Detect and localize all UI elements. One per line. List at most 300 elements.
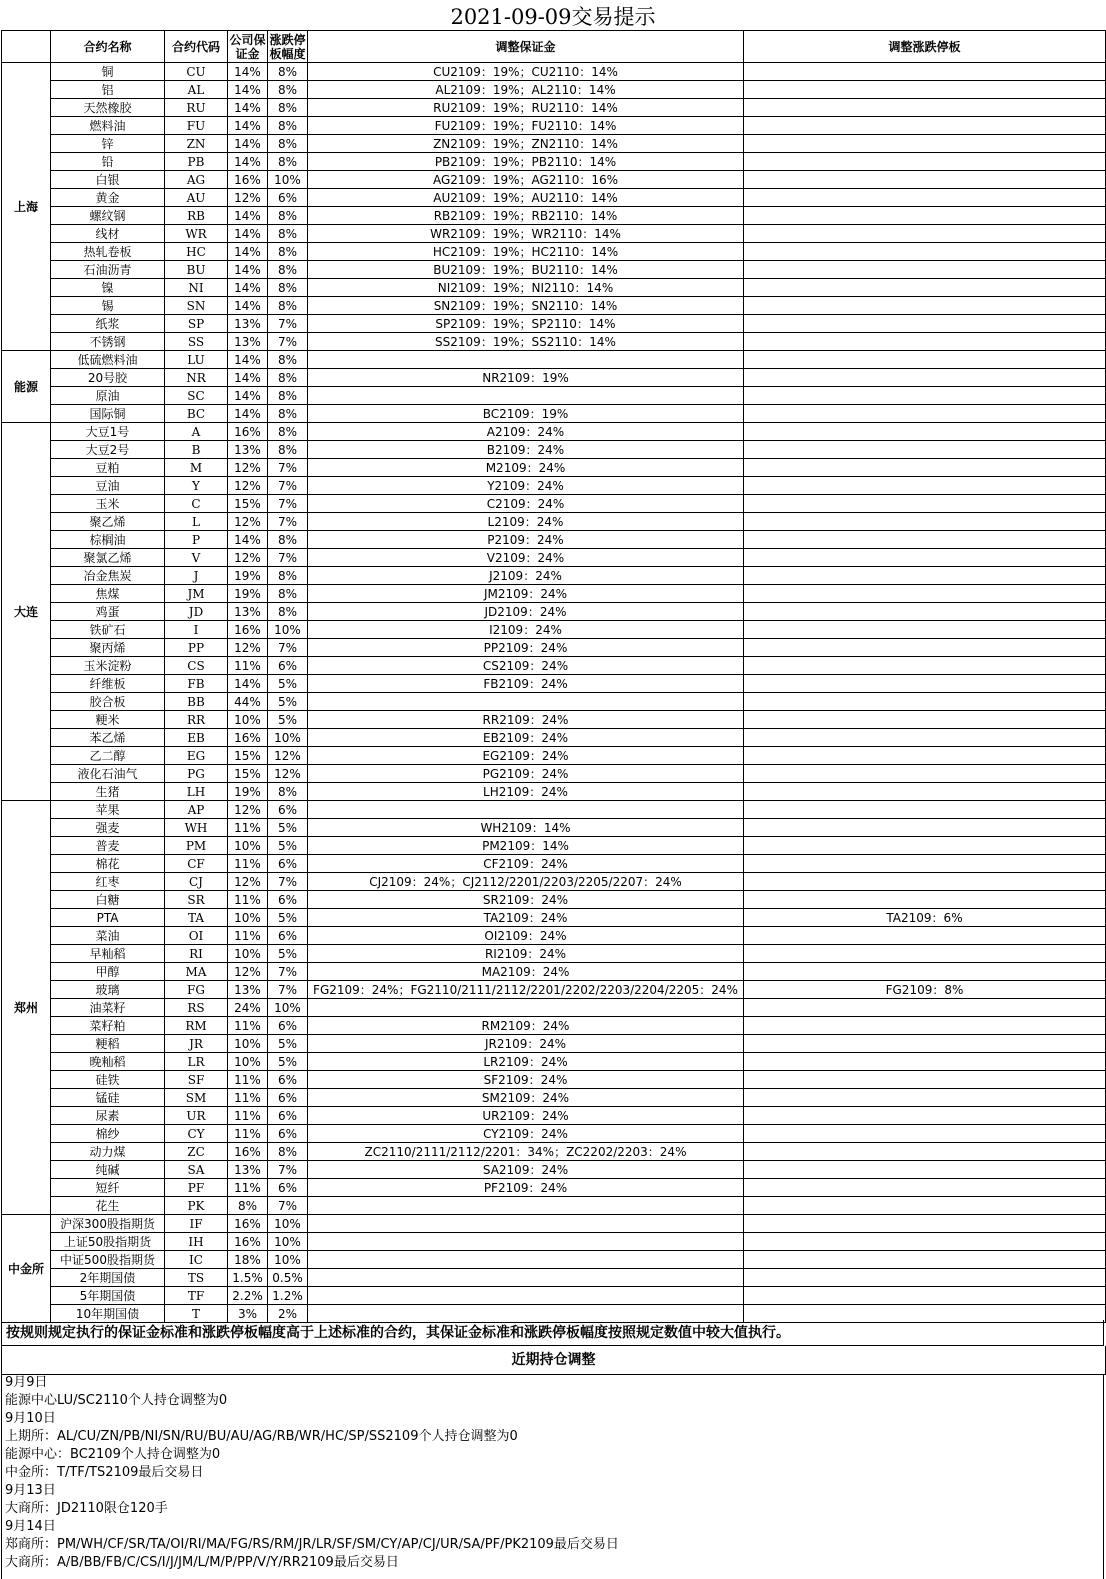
cell-contract-name: 玻璃: [51, 981, 165, 999]
cell-adjusted-limit: [744, 1017, 1106, 1035]
cell-contract-code: CJ: [165, 873, 228, 891]
cell-contract-name: 白银: [51, 171, 165, 189]
cell-adjusted-limit: [744, 1197, 1106, 1215]
cell-company-margin: 11%: [228, 1179, 268, 1197]
cell-limit-range: 6%: [268, 1125, 308, 1143]
cell-adjusted-margin: WH2109：14%: [308, 819, 744, 837]
cell-adjusted-margin: CU2109：19%；CU2110：14%: [308, 63, 744, 81]
table-row: [2, 675, 1106, 693]
position-adjust-line: 能源中心：BC2109个人持仓调整为0: [5, 1447, 221, 1462]
table-row: [2, 1197, 1106, 1215]
cell-contract-code: LU: [165, 351, 228, 369]
table-row: [2, 495, 1106, 513]
cell-contract-code: SP: [165, 315, 228, 333]
cell-adjusted-margin: SM2109：24%: [308, 1089, 744, 1107]
cell-company-margin: 16%: [228, 1233, 268, 1251]
cell-company-margin: 19%: [228, 783, 268, 801]
cell-company-margin: 11%: [228, 855, 268, 873]
cell-adjusted-margin: CJ2109：24%；CJ2112/2201/2203/2205/2207：24%: [308, 873, 744, 891]
table-row: [2, 909, 1106, 927]
cell-adjusted-margin: V2109：24%: [308, 549, 744, 567]
cell-adjusted-margin: CS2109：24%: [308, 657, 744, 675]
cell-limit-range: 10%: [268, 1215, 308, 1233]
cell-adjusted-limit: [744, 603, 1106, 621]
cell-limit-range: 7%: [268, 639, 308, 657]
table-row: [2, 99, 1106, 117]
table-row: [2, 945, 1106, 963]
cell-adjusted-margin: UR2109：24%: [308, 1107, 744, 1125]
cell-company-margin: 13%: [228, 333, 268, 351]
cell-limit-range: 8%: [268, 1143, 308, 1161]
cell-limit-range: 7%: [268, 1197, 308, 1215]
table-row: [2, 153, 1106, 171]
cell-limit-range: 5%: [268, 1053, 308, 1071]
cell-contract-code: V: [165, 549, 228, 567]
cell-contract-name: 苯乙烯: [51, 729, 165, 747]
table-row: [2, 531, 1106, 549]
cell-company-margin: 16%: [228, 1143, 268, 1161]
cell-company-margin: 16%: [228, 423, 268, 441]
cell-adjusted-margin: AU2109：19%；AU2110：14%: [308, 189, 744, 207]
cell-company-margin: 12%: [228, 189, 268, 207]
cell-contract-code: C: [165, 495, 228, 513]
cell-company-margin: 16%: [228, 729, 268, 747]
cell-contract-code: FG: [165, 981, 228, 999]
cell-limit-range: 5%: [268, 1035, 308, 1053]
cell-adjusted-limit: [744, 297, 1106, 315]
table-row: [2, 747, 1106, 765]
cell-contract-name: 油菜籽: [51, 999, 165, 1017]
cell-company-margin: 8%: [228, 1197, 268, 1215]
cell-company-margin: 14%: [228, 297, 268, 315]
cell-company-margin: 14%: [228, 117, 268, 135]
header-contract-code: 合约代码: [165, 31, 228, 63]
cell-contract-name: 短纤: [51, 1179, 165, 1197]
cell-limit-range: 5%: [268, 675, 308, 693]
cell-adjusted-limit: [744, 99, 1106, 117]
cell-contract-name: 聚丙烯: [51, 639, 165, 657]
cell-limit-range: 8%: [268, 261, 308, 279]
cell-adjusted-margin: BU2109：19%；BU2110：14%: [308, 261, 744, 279]
cell-adjusted-margin: [308, 387, 744, 405]
cell-adjusted-limit: [744, 963, 1106, 981]
cell-company-margin: 14%: [228, 81, 268, 99]
cell-adjusted-margin: RB2109：19%；RB2110：14%: [308, 207, 744, 225]
header-adjusted-margin: 调整保证金: [308, 31, 744, 63]
cell-limit-range: 7%: [268, 459, 308, 477]
cell-contract-name: 晚籼稻: [51, 1053, 165, 1071]
table-row: [2, 1035, 1106, 1053]
cell-adjusted-limit: [744, 315, 1106, 333]
table-row: [2, 711, 1106, 729]
cell-company-margin: 10%: [228, 1035, 268, 1053]
cell-company-margin: 11%: [228, 1125, 268, 1143]
cell-contract-code: NI: [165, 279, 228, 297]
cell-limit-range: 10%: [268, 729, 308, 747]
cell-limit-range: 0.5%: [268, 1269, 308, 1287]
cell-limit-range: 8%: [268, 81, 308, 99]
cell-adjusted-margin: OI2109：24%: [308, 927, 744, 945]
table-row: [2, 1053, 1106, 1071]
cell-company-margin: 12%: [228, 963, 268, 981]
cell-limit-range: 8%: [268, 405, 308, 423]
cell-contract-name: 镍: [51, 279, 165, 297]
table-row: [2, 279, 1106, 297]
table-row: [2, 135, 1106, 153]
cell-contract-code: SS: [165, 333, 228, 351]
cell-contract-name: 10年期国债: [51, 1305, 165, 1323]
header-company-margin: 公司保证金: [229, 32, 266, 61]
cell-contract-code: AL: [165, 81, 228, 99]
table-row: [2, 891, 1106, 909]
cell-contract-code: RS: [165, 999, 228, 1017]
cell-contract-code: LR: [165, 1053, 228, 1071]
table-row: [2, 513, 1106, 531]
cell-contract-name: 尿素: [51, 1107, 165, 1125]
cell-adjusted-limit: [744, 1143, 1106, 1161]
table-row: [2, 1269, 1106, 1287]
cell-contract-code: OI: [165, 927, 228, 945]
cell-company-margin: 14%: [228, 243, 268, 261]
cell-contract-name: 豆粕: [51, 459, 165, 477]
cell-company-margin: 15%: [228, 747, 268, 765]
cell-contract-code: BU: [165, 261, 228, 279]
cell-limit-range: 8%: [268, 567, 308, 585]
cell-contract-code: EB: [165, 729, 228, 747]
cell-contract-name: 中证500股指期货: [51, 1251, 165, 1269]
cell-company-margin: 16%: [228, 1215, 268, 1233]
table-row: [2, 315, 1106, 333]
position-adjust-line: 郑商所：PM/WH/CF/SR/TA/OI/RI/MA/FG/RS/RM/JR/LR/SF/SM/CY/AP/CJ/UR/SA/PF/PK2109最后交易日: [5, 1537, 619, 1552]
cell-company-margin: 11%: [228, 1017, 268, 1035]
cell-adjusted-limit: [744, 693, 1106, 711]
cell-contract-name: 豆油: [51, 477, 165, 495]
position-adjust-line: 大商所：A/B/BB/FB/C/CS/I/J/JM/L/M/P/PP/V/Y/RR2109最后交易日: [5, 1555, 399, 1570]
cell-contract-code: PM: [165, 837, 228, 855]
cell-adjusted-margin: RU2109：19%；RU2110：14%: [308, 99, 744, 117]
cell-contract-code: EG: [165, 747, 228, 765]
cell-adjusted-margin: SS2109：19%；SS2110：14%: [308, 333, 744, 351]
cell-contract-name: 液化石油气: [51, 765, 165, 783]
cell-limit-range: 8%: [268, 135, 308, 153]
cell-adjusted-limit: [744, 387, 1106, 405]
cell-adjusted-limit: [744, 927, 1106, 945]
cell-adjusted-limit: [744, 729, 1106, 747]
cell-contract-code: RR: [165, 711, 228, 729]
cell-contract-name: 棉花: [51, 855, 165, 873]
table-row: [2, 459, 1106, 477]
cell-company-margin: 10%: [228, 909, 268, 927]
table-row: [2, 549, 1106, 567]
cell-company-margin: 2.2%: [228, 1287, 268, 1305]
cell-contract-code: Y: [165, 477, 228, 495]
table-row: [2, 801, 1106, 819]
cell-adjusted-limit: [744, 1179, 1106, 1197]
cell-contract-code: M: [165, 459, 228, 477]
exchange-name: 能源: [2, 351, 51, 423]
cell-company-margin: 19%: [228, 567, 268, 585]
cell-limit-range: 7%: [268, 333, 308, 351]
header-adjusted-limit: 调整涨跌停板: [744, 31, 1106, 63]
cell-contract-code: PG: [165, 765, 228, 783]
cell-adjusted-margin: PB2109：19%；PB2110：14%: [308, 153, 744, 171]
cell-adjusted-limit: [744, 189, 1106, 207]
cell-adjusted-margin: [308, 1251, 744, 1269]
cell-contract-name: 20号胶: [51, 369, 165, 387]
cell-company-margin: 14%: [228, 405, 268, 423]
cell-company-margin: 12%: [228, 459, 268, 477]
table-row: [2, 405, 1106, 423]
cell-adjusted-margin: EG2109：24%: [308, 747, 744, 765]
cell-contract-name: 5年期国债: [51, 1287, 165, 1305]
table-row: [2, 567, 1106, 585]
cell-contract-name: 玉米淀粉: [51, 657, 165, 675]
cell-adjusted-limit: [744, 1269, 1106, 1287]
cell-adjusted-limit: [744, 171, 1106, 189]
cell-contract-name: 白糖: [51, 891, 165, 909]
cell-contract-name: 锌: [51, 135, 165, 153]
cell-adjusted-margin: PP2109：24%: [308, 639, 744, 657]
cell-limit-range: 6%: [268, 1107, 308, 1125]
cell-adjusted-margin: AG2109：19%；AG2110：16%: [308, 171, 744, 189]
cell-company-margin: 16%: [228, 621, 268, 639]
cell-contract-name: 黄金: [51, 189, 165, 207]
table-row: [2, 369, 1106, 387]
table-row: [2, 477, 1106, 495]
cell-adjusted-margin: TA2109：24%: [308, 909, 744, 927]
cell-adjusted-limit: [744, 369, 1106, 387]
cell-adjusted-margin: SF2109：24%: [308, 1071, 744, 1089]
cell-limit-range: 6%: [268, 1017, 308, 1035]
cell-contract-code: JM: [165, 585, 228, 603]
cell-contract-code: TF: [165, 1287, 228, 1305]
table-row: [2, 423, 1106, 441]
cell-contract-code: BB: [165, 693, 228, 711]
cell-adjusted-limit: [744, 531, 1106, 549]
cell-limit-range: 6%: [268, 1179, 308, 1197]
cell-adjusted-limit: [744, 1215, 1106, 1233]
cell-adjusted-margin: B2109：24%: [308, 441, 744, 459]
cell-contract-code: SC: [165, 387, 228, 405]
cell-contract-code: HC: [165, 243, 228, 261]
cell-limit-range: 10%: [268, 999, 308, 1017]
cell-adjusted-limit: [744, 441, 1106, 459]
cell-adjusted-limit: [744, 891, 1106, 909]
cell-company-margin: 14%: [228, 153, 268, 171]
table-row: [2, 927, 1106, 945]
cell-adjusted-limit: [744, 423, 1106, 441]
cell-contract-code: RU: [165, 99, 228, 117]
cell-adjusted-limit: [744, 351, 1106, 369]
cell-company-margin: 13%: [228, 603, 268, 621]
cell-limit-range: 6%: [268, 801, 308, 819]
cell-limit-range: 2%: [268, 1305, 308, 1323]
table-row: [2, 387, 1106, 405]
cell-adjusted-margin: LH2109：24%: [308, 783, 744, 801]
cell-contract-code: PF: [165, 1179, 228, 1197]
cell-adjusted-limit: [744, 477, 1106, 495]
cell-contract-name: 甲醇: [51, 963, 165, 981]
cell-limit-range: 7%: [268, 513, 308, 531]
cell-contract-code: SF: [165, 1071, 228, 1089]
header-contract-name: 合约名称: [51, 31, 165, 63]
cell-company-margin: 44%: [228, 693, 268, 711]
cell-limit-range: 8%: [268, 423, 308, 441]
cell-adjusted-limit: [744, 81, 1106, 99]
cell-company-margin: 12%: [228, 801, 268, 819]
table-row: [2, 261, 1106, 279]
cell-limit-range: 6%: [268, 189, 308, 207]
cell-adjusted-limit: [744, 855, 1106, 873]
cell-adjusted-margin: RI2109：24%: [308, 945, 744, 963]
cell-contract-code: FB: [165, 675, 228, 693]
cell-contract-code: SM: [165, 1089, 228, 1107]
cell-company-margin: 3%: [228, 1305, 268, 1323]
cell-adjusted-margin: NR2109：19%: [308, 369, 744, 387]
cell-contract-name: 铜: [51, 63, 165, 81]
cell-adjusted-limit: [744, 585, 1106, 603]
header-limit-range: 涨跌停板幅度: [269, 32, 306, 61]
cell-contract-code: IC: [165, 1251, 228, 1269]
cell-adjusted-margin: CF2109：24%: [308, 855, 744, 873]
cell-adjusted-margin: Y2109：24%: [308, 477, 744, 495]
cell-contract-name: 聚氯乙烯: [51, 549, 165, 567]
cell-limit-range: 5%: [268, 945, 308, 963]
cell-adjusted-margin: SN2109：19%；SN2110：14%: [308, 297, 744, 315]
cell-adjusted-limit: [744, 783, 1106, 801]
cell-adjusted-margin: JD2109：24%: [308, 603, 744, 621]
table-row: [2, 585, 1106, 603]
cell-company-margin: 14%: [228, 369, 268, 387]
cell-limit-range: 7%: [268, 1161, 308, 1179]
cell-limit-range: 10%: [268, 621, 308, 639]
cell-limit-range: 1.2%: [268, 1287, 308, 1305]
cell-limit-range: 6%: [268, 891, 308, 909]
cell-contract-name: 线材: [51, 225, 165, 243]
cell-contract-name: 红枣: [51, 873, 165, 891]
exchange-name: 中金所: [2, 1215, 51, 1323]
cell-company-margin: 14%: [228, 387, 268, 405]
cell-limit-range: 8%: [268, 585, 308, 603]
table-row: [2, 1143, 1106, 1161]
cell-limit-range: 8%: [268, 441, 308, 459]
cell-contract-name: 玉米: [51, 495, 165, 513]
table-row: [2, 81, 1106, 99]
cell-limit-range: 8%: [268, 351, 308, 369]
cell-contract-code: AG: [165, 171, 228, 189]
cell-adjusted-margin: M2109：24%: [308, 459, 744, 477]
cell-company-margin: 11%: [228, 819, 268, 837]
cell-adjusted-limit: [744, 495, 1106, 513]
exchange-name: 大连: [2, 423, 51, 801]
cell-adjusted-limit: [744, 945, 1106, 963]
cell-contract-name: 动力煤: [51, 1143, 165, 1161]
cell-contract-code: WH: [165, 819, 228, 837]
table-row: [2, 1161, 1106, 1179]
cell-limit-range: 10%: [268, 1233, 308, 1251]
cell-adjusted-margin: [308, 693, 744, 711]
cell-contract-name: 生猪: [51, 783, 165, 801]
cell-adjusted-limit: [744, 153, 1106, 171]
cell-company-margin: 24%: [228, 999, 268, 1017]
cell-adjusted-margin: [308, 351, 744, 369]
cell-contract-code: TS: [165, 1269, 228, 1287]
cell-limit-range: 5%: [268, 837, 308, 855]
cell-contract-name: 国际铜: [51, 405, 165, 423]
cell-contract-name: 硅铁: [51, 1071, 165, 1089]
cell-contract-name: 原油: [51, 387, 165, 405]
cell-limit-range: 5%: [268, 693, 308, 711]
cell-adjusted-limit: [744, 567, 1106, 585]
cell-company-margin: 15%: [228, 495, 268, 513]
position-adjust-line: 9月14日: [5, 1519, 56, 1534]
table-row: [2, 117, 1106, 135]
table-row: [2, 333, 1106, 351]
cell-contract-code: CF: [165, 855, 228, 873]
header-row: [2, 31, 1106, 63]
cell-adjusted-margin: I2109：24%: [308, 621, 744, 639]
cell-company-margin: 10%: [228, 837, 268, 855]
table-row: [2, 207, 1106, 225]
cell-adjusted-limit: [744, 999, 1106, 1017]
cell-company-margin: 10%: [228, 711, 268, 729]
cell-company-margin: 18%: [228, 1251, 268, 1269]
cell-adjusted-limit: TA2109：6%: [744, 909, 1106, 927]
cell-contract-name: 粳稻: [51, 1035, 165, 1053]
cell-contract-code: J: [165, 567, 228, 585]
cell-company-margin: 14%: [228, 225, 268, 243]
cell-company-margin: 14%: [228, 531, 268, 549]
cell-contract-name: 燃料油: [51, 117, 165, 135]
cell-limit-range: 7%: [268, 963, 308, 981]
margin-note: 按规则规定执行的保证金标准和涨跌停板幅度高于上述标准的合约，其保证金标准和涨跌停板幅度按照规定数值中较大值执行。: [1, 1320, 1104, 1346]
cell-contract-code: MA: [165, 963, 228, 981]
position-adjust-line: 9月13日: [5, 1483, 56, 1498]
cell-adjusted-margin: [308, 999, 744, 1017]
cell-adjusted-margin: P2109：24%: [308, 531, 744, 549]
cell-adjusted-margin: [308, 1215, 744, 1233]
cell-limit-range: 7%: [268, 873, 308, 891]
cell-adjusted-limit: [744, 639, 1106, 657]
cell-contract-name: 铝: [51, 81, 165, 99]
position-adjust-list: [1, 1374, 1104, 1579]
table-row: [2, 1089, 1106, 1107]
cell-contract-name: 粳米: [51, 711, 165, 729]
cell-adjusted-margin: SP2109：19%；SP2110：14%: [308, 315, 744, 333]
cell-contract-code: PB: [165, 153, 228, 171]
cell-contract-code: SA: [165, 1161, 228, 1179]
cell-adjusted-limit: [744, 459, 1106, 477]
cell-contract-name: 石油沥青: [51, 261, 165, 279]
table-row: [2, 1287, 1106, 1305]
cell-limit-range: 8%: [268, 531, 308, 549]
cell-limit-range: 8%: [268, 153, 308, 171]
cell-limit-range: 12%: [268, 765, 308, 783]
cell-adjusted-margin: [308, 1233, 744, 1251]
table-row: [2, 1251, 1106, 1269]
cell-company-margin: 12%: [228, 639, 268, 657]
cell-company-margin: 12%: [228, 513, 268, 531]
cell-company-margin: 11%: [228, 1089, 268, 1107]
exchange-name: 上海: [2, 63, 51, 351]
cell-company-margin: 13%: [228, 1161, 268, 1179]
cell-contract-code: FU: [165, 117, 228, 135]
cell-limit-range: 6%: [268, 927, 308, 945]
cell-contract-name: 乙二醇: [51, 747, 165, 765]
cell-contract-code: RM: [165, 1017, 228, 1035]
cell-contract-name: PTA: [51, 909, 165, 927]
table-row: [2, 441, 1106, 459]
